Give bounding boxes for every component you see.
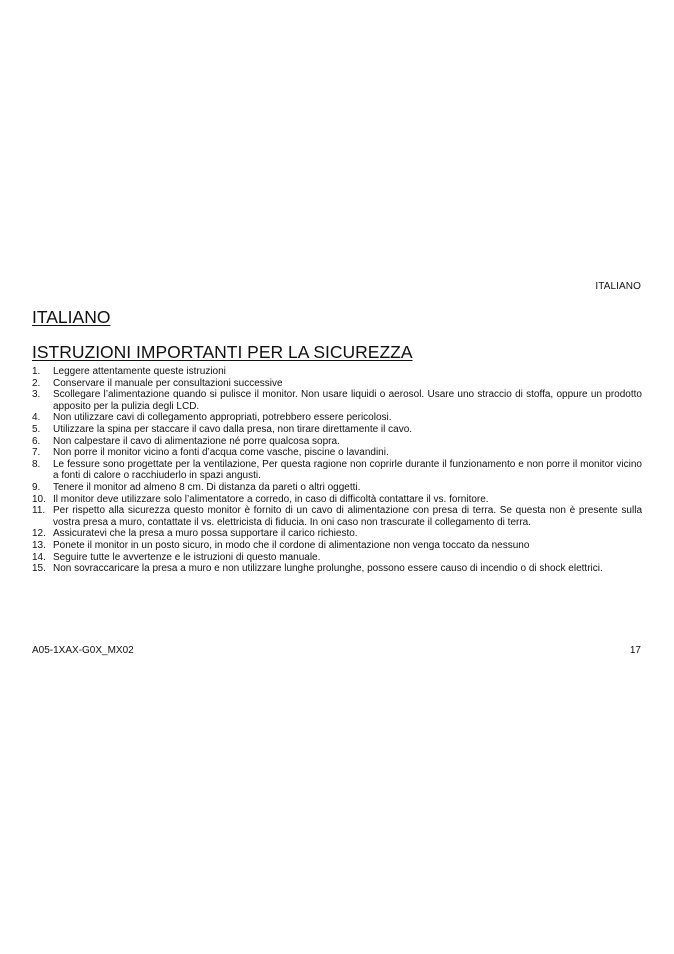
list-item	[32, 447, 642, 459]
list-item	[32, 540, 642, 552]
list-item	[32, 366, 642, 378]
list-item-number: 11.	[32, 505, 46, 517]
list-item	[32, 424, 642, 436]
list-item	[32, 505, 642, 528]
document-code: A05-1XAX-G0X_MX02	[32, 645, 134, 656]
list-item	[32, 412, 642, 424]
list-item-number: 15.	[32, 563, 46, 575]
list-item-text: Scollegare l’alimentazione quando si pulisce il monitor. Non usare liquidi o aerosol. Usare uno straccio di stoffa, oppure un prodotto apposito per la pulizia degli LCD.	[53, 389, 642, 412]
list-item-number: 7.	[32, 447, 41, 459]
list-item	[32, 378, 642, 390]
list-item-text: Assicuratevi che la presa a muro possa supportare il carico richiesto.	[53, 528, 358, 540]
list-item	[32, 494, 642, 506]
safety-instructions-list	[32, 366, 642, 575]
list-item-text: Per rispetto alla sicurezza questo monitor è fornito di un cavo di alimentazione con presa di terra. Se questa non è presente sulla vostra presa a muro, contattate il vs. elettricista di fiducia. In oni caso non trascurate il collegamento di terra.	[53, 505, 642, 528]
list-item	[32, 482, 642, 494]
list-item-number: 5.	[32, 423, 41, 435]
list-item-text: Non porre il monitor vicino a fonti d’acqua come vasche, piscine o lavandini.	[53, 447, 389, 459]
list-item-text: Non calpestare il cavo di alimentazione né porre qualcosa sopra.	[53, 435, 340, 447]
list-item	[32, 552, 642, 564]
list-item-text: Tenere il monitor ad almeno 8 cm. Di distanza da pareti o altri oggetti.	[53, 481, 361, 493]
list-item-text: Conservare il manuale per consultazioni successive	[53, 377, 283, 389]
list-item-number: 14.	[32, 551, 46, 563]
list-item-number: 8.	[32, 458, 41, 470]
list-item	[32, 389, 642, 412]
list-item-number: 1.	[32, 366, 41, 377]
list-item-number: 2.	[32, 377, 41, 389]
list-item-number: 9.	[32, 481, 41, 493]
list-item-number: 10.	[32, 493, 46, 505]
header-language: ITALIANO	[595, 281, 641, 292]
list-item-number: 12.	[32, 528, 46, 540]
list-item-number: 6.	[32, 435, 41, 447]
list-item-text: Il monitor deve utilizzare solo l’alimentatore a corredo, in caso di difficoltà contattare il vs. fornitore.	[53, 493, 489, 505]
list-item-number: 4.	[32, 412, 41, 424]
page-number: 17	[629, 645, 641, 656]
list-item-number: 13.	[32, 539, 46, 551]
list-item	[32, 563, 642, 575]
list-item-text: Non utilizzare cavi di collegamento appropriati, potrebbero essere pericolosi.	[53, 412, 392, 424]
list-item-number: 3.	[32, 389, 41, 401]
page-title: ITALIANO	[32, 307, 111, 327]
list-item	[32, 459, 642, 482]
list-item	[32, 528, 642, 540]
list-item-text: Non sovraccaricare la presa a muro e non utilizzare lunghe prolunghe, possono essere causo di incendio o di shock elettrici.	[53, 563, 603, 575]
list-item-text: Seguire tutte le avvertenze e le istruzioni di questo manuale.	[53, 551, 321, 563]
list-item	[32, 436, 642, 448]
list-item-text: Le fessure sono progettate per la ventilazione, Per questa ragione non coprirle durante il funzionamento e non porre il monitor vicino a fonti di calore o racchiuderlo in spazi angusti.	[53, 458, 642, 482]
list-item-text: Utilizzare la spina per staccare il cavo dalla presa, non tirare direttamente il cavo.	[53, 423, 413, 435]
section-title: ISTRUZIONI IMPORTANTI PER LA SICUREZZA	[32, 342, 413, 362]
list-item-text: Ponete il monitor in un posto sicuro, in modo che il cordone di alimentazione non venga toccato da nessuno	[53, 539, 530, 551]
list-item-text: Leggere attentamente queste istruzioni	[53, 366, 226, 377]
